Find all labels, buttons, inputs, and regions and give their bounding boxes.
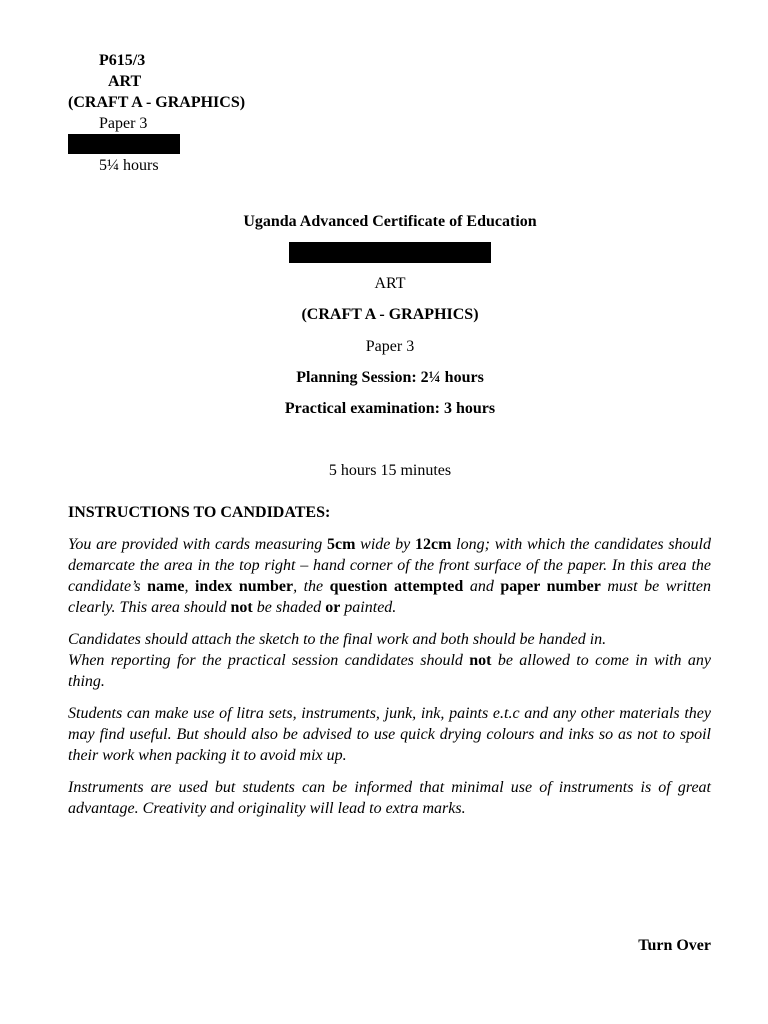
exam-board-title: Uganda Advanced Certificate of Education bbox=[243, 213, 537, 230]
instruction-paragraph-2: Candidates should attach the sketch to the final work and both should be handed in. When reporting for the practical session candidates should not be allowed to come in with any thing. bbox=[68, 631, 712, 690]
instruction-paragraph-3: Students can make use of litra sets, instruments, junk, ink, paints e.t.c and any other materials they may find useful. But should also be advised to use quick drying colours and inks so as not to spoil their work when packing it to avoid mix up. bbox=[68, 705, 711, 764]
instruction-paragraph-4: Instruments are used but students can be informed that minimal use of instruments is of great advantage. Creativity and originality will lead to extra marks. bbox=[68, 779, 711, 817]
redacted-block bbox=[68, 134, 180, 154]
instructions-heading: INSTRUCTIONS TO CANDIDATES: bbox=[68, 504, 331, 521]
turn-over-label: Turn Over bbox=[638, 937, 711, 954]
paper-subject: ART bbox=[108, 73, 142, 90]
planning-session: Planning Session: 2¼ hours bbox=[296, 369, 484, 386]
title-option: (CRAFT A - GRAPHICS) bbox=[301, 306, 479, 323]
total-duration: 5 hours 15 minutes bbox=[328, 462, 452, 479]
paper-option: (CRAFT A - GRAPHICS) bbox=[68, 94, 246, 111]
instruction-paragraph-1: You are provided with cards measuring 5cm wide by 12cm long; with which the candidates should demarcate the area in the top right – hand corner of the front surface of the paper. In this area the candidate’s name, index number, the question attempted and paper number must be written clearly. This area should not be shaded or painted. bbox=[68, 536, 712, 616]
practical-examination: Practical examination: 3 hours bbox=[284, 400, 496, 417]
title-paper: Paper 3 bbox=[365, 338, 415, 355]
paper-number: Paper 3 bbox=[99, 115, 148, 132]
paper-duration: 5¼ hours bbox=[99, 157, 159, 174]
paper-header-block bbox=[68, 50, 288, 176]
redacted-block bbox=[289, 242, 491, 263]
paper-code: P615/3 bbox=[99, 52, 146, 69]
title-subject: ART bbox=[374, 275, 406, 292]
